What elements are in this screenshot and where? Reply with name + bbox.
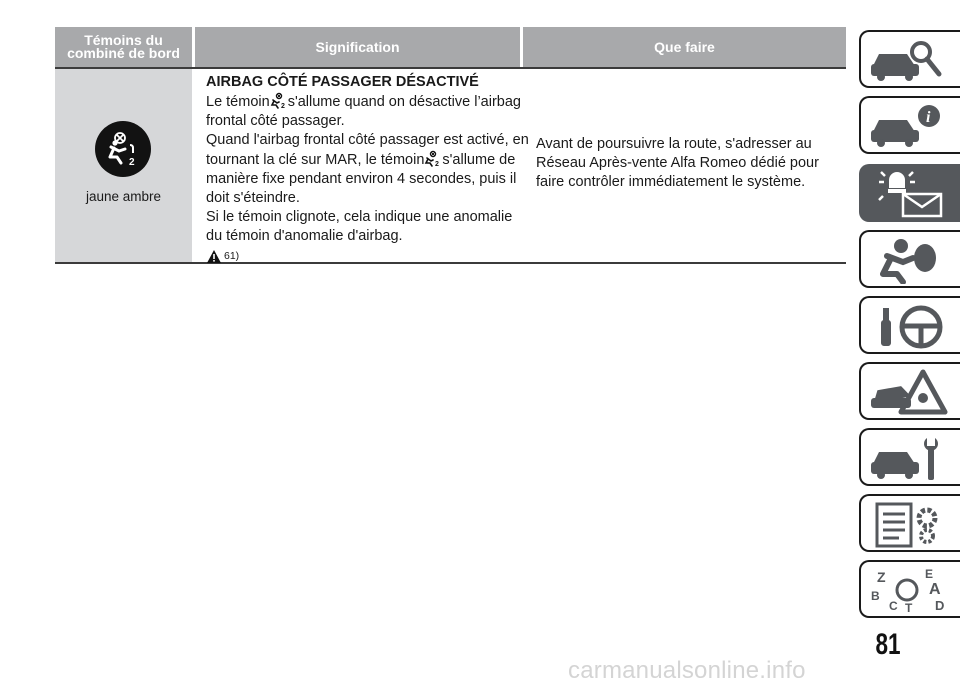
svg-text:2: 2 [129,157,135,168]
index-letter: B [871,589,880,603]
tab-index[interactable] [859,560,960,618]
index-letter: A [929,581,941,598]
svg-text:2: 2 [435,161,440,167]
meaning-cell [206,73,531,266]
tab-technical-data[interactable] [859,494,960,552]
header-meaning: Signification [315,38,400,55]
tab-emergency[interactable] [859,362,960,420]
table-row [55,69,846,262]
car-info-icon [869,102,949,150]
car-accident-warning-icon [869,368,949,416]
tab-starting-driving[interactable] [859,296,960,354]
meaning-paragraph: Le témoin 2 s'allume quand on désactive l’airbag frontal côté passager. [206,94,521,129]
page-number: 81 [875,628,901,661]
indicator-cell [55,69,192,262]
tab-warning-lights[interactable] [859,164,960,222]
index-letter: E [925,567,934,581]
indicator-title: AIRBAG CÔTÉ PASSAGER DÉSACTIVÉ [206,74,479,90]
indicator-table [55,27,846,264]
alphabet-index-icon [869,566,949,614]
tab-car-search[interactable] [859,30,960,88]
tab-car-info[interactable] [859,96,960,154]
index-letter: T [905,601,913,614]
car-search-icon [869,36,949,84]
warning-triangle-icon [206,249,222,264]
key-steering-wheel-icon [869,302,949,350]
index-letter: D [935,598,945,613]
warning-reference: 61) [206,247,531,266]
svg-text:2: 2 [280,103,285,109]
indicator-color-label: jaune ambre [85,189,162,204]
watermark: carmanualsonline.info [568,657,806,684]
list-gear-icon [869,500,949,548]
index-letter: C [889,599,898,613]
meaning-paragraph: Si le témoin clignote, cela indique une anomalie du témoin d'anomalie d'airbag. [206,209,513,244]
action-cell: Avant de poursuivre la route, s'adresser au Réseau Après-vente Alfa Romeo dédié pour faire contrôler immédiatement le système. [536,136,819,190]
header-action: Que faire [654,38,715,55]
warning-light-envelope-icon [869,170,949,218]
tab-maintenance[interactable] [859,428,960,486]
passenger-airbag-inline-icon [424,150,442,167]
table-header [55,27,846,67]
meaning-paragraph: Quand l'airbag frontal côté passager est activé, en tournant la clé sur MAR, le témoin 2 s'allume de manière fixe pendant environ 4 secondes, puis il doit s'éteindre. [206,132,529,206]
header-indicators: Témoins du combiné de bord [67,32,180,61]
svg-text:i: i [926,109,931,126]
tab-safety[interactable] [859,230,960,288]
car-wrench-icon [869,434,949,482]
index-letter: Z [877,569,886,585]
seat-airbag-icon [869,236,949,284]
passenger-airbag-off-icon [95,121,151,177]
passenger-airbag-inline-icon [270,92,288,109]
